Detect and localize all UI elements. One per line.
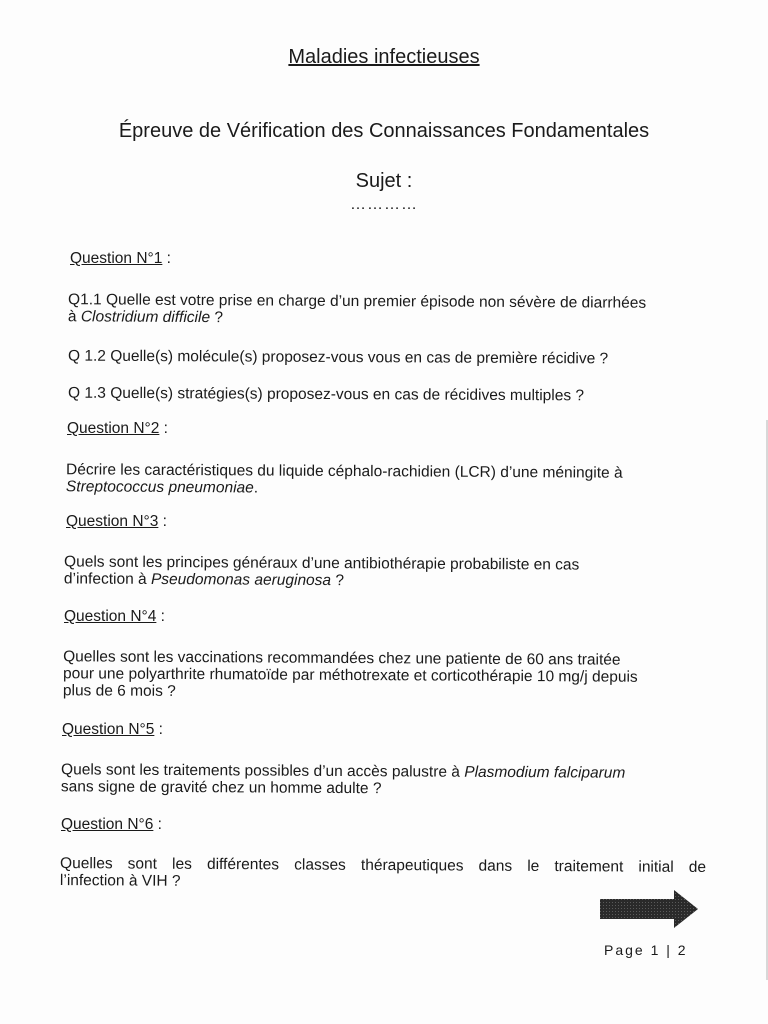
question-text: ? [331,572,345,590]
question-2-text [66,461,623,498]
question-5-heading [62,721,163,739]
question-text-line: sans signe de gravité chez un homme adulte ? [60,778,382,798]
subject-placeholder: ………… [350,196,418,213]
question-2-heading [67,420,168,438]
organism-name: Plasmodium falciparum [464,763,626,782]
subject-label: Sujet : [355,170,413,192]
heading-colon: : [158,513,167,530]
question-text: ? [210,309,224,327]
question-1-1 [68,291,646,329]
question-text-line [66,478,623,498]
question-5-title: Question N°5 [62,721,155,738]
question-4-title: Question N°4 [64,608,157,625]
heading-colon: : [156,608,165,625]
question-2-title: Question N°2 [67,420,160,437]
heading-colon: : [159,420,168,437]
organism-name: Pseudomonas aeruginosa [150,570,332,590]
question-text: Quels sont les traitements possibles d’un accès palustre à [61,761,465,781]
question-text-line: l’infection à VIH ? [59,872,181,890]
heading-colon: : [153,816,162,833]
page-label: Page [604,942,645,958]
question-text-line: plus de 6 mois ? [62,682,176,700]
question-3-text [64,553,579,590]
right-arrow-icon [600,890,698,928]
document-title: Maladies infectieuses [288,46,480,68]
question-6-title: Question N°6 [61,816,154,833]
question-4-text [63,648,638,703]
question-1-heading [70,250,171,268]
question-3-title: Question N°3 [66,513,159,530]
question-text: d’infection à [63,570,152,588]
heading-colon: : [162,250,171,267]
question-1-title: Question N°1 [70,250,163,267]
page-number [604,942,688,958]
page-count: 1 | 2 [650,942,688,958]
question-5-text [61,761,626,798]
question-text: . [253,479,259,497]
question-text: à [67,308,81,326]
question-1-2: Q 1.2 Quelle(s) molécule(s) proposez-vous vous en cas de première récidive ? [67,347,609,368]
question-4-heading [64,608,165,626]
question-text-line: Quels sont les principes généraux d’une antibiothérapie probabiliste en cas [64,553,580,574]
question-text-line [68,308,646,329]
question-text-line: Q1.1 Quelle est votre prise en charge d’un premier épisode non sévère de diarrhées [68,291,647,312]
question-text-line: pour une polyarthrite rhumatoïde par méthotrexate et corticothérapie 10 mg/j depuis [62,665,638,686]
exam-subtitle: Épreuve de Vérification des Connaissances Fondamentales [118,120,650,142]
question-text-line [64,570,579,590]
question-1-3: Q 1.3 Quelle(s) stratégies(s) proposez-vous en cas de récidives multiples ? [67,384,585,405]
question-text-line: Décrire les caractéristiques du liquide céphalo-rachidien (LCR) d’une méningite à [66,461,623,482]
heading-colon: : [154,721,163,738]
organism-name: Clostridium difficile [80,308,211,327]
organism-name: Streptococcus pneumoniae [65,478,254,497]
question-3-heading [66,513,167,531]
question-6-text [60,855,706,893]
question-6-heading [61,816,162,834]
question-text-line: Quelles sont les vaccinations recommandées chez une patiente de 60 ans traitée [63,648,621,669]
question-text-line: Quelles sont les différentes classes thérapeutiques dans le traitement initial de [60,855,707,876]
